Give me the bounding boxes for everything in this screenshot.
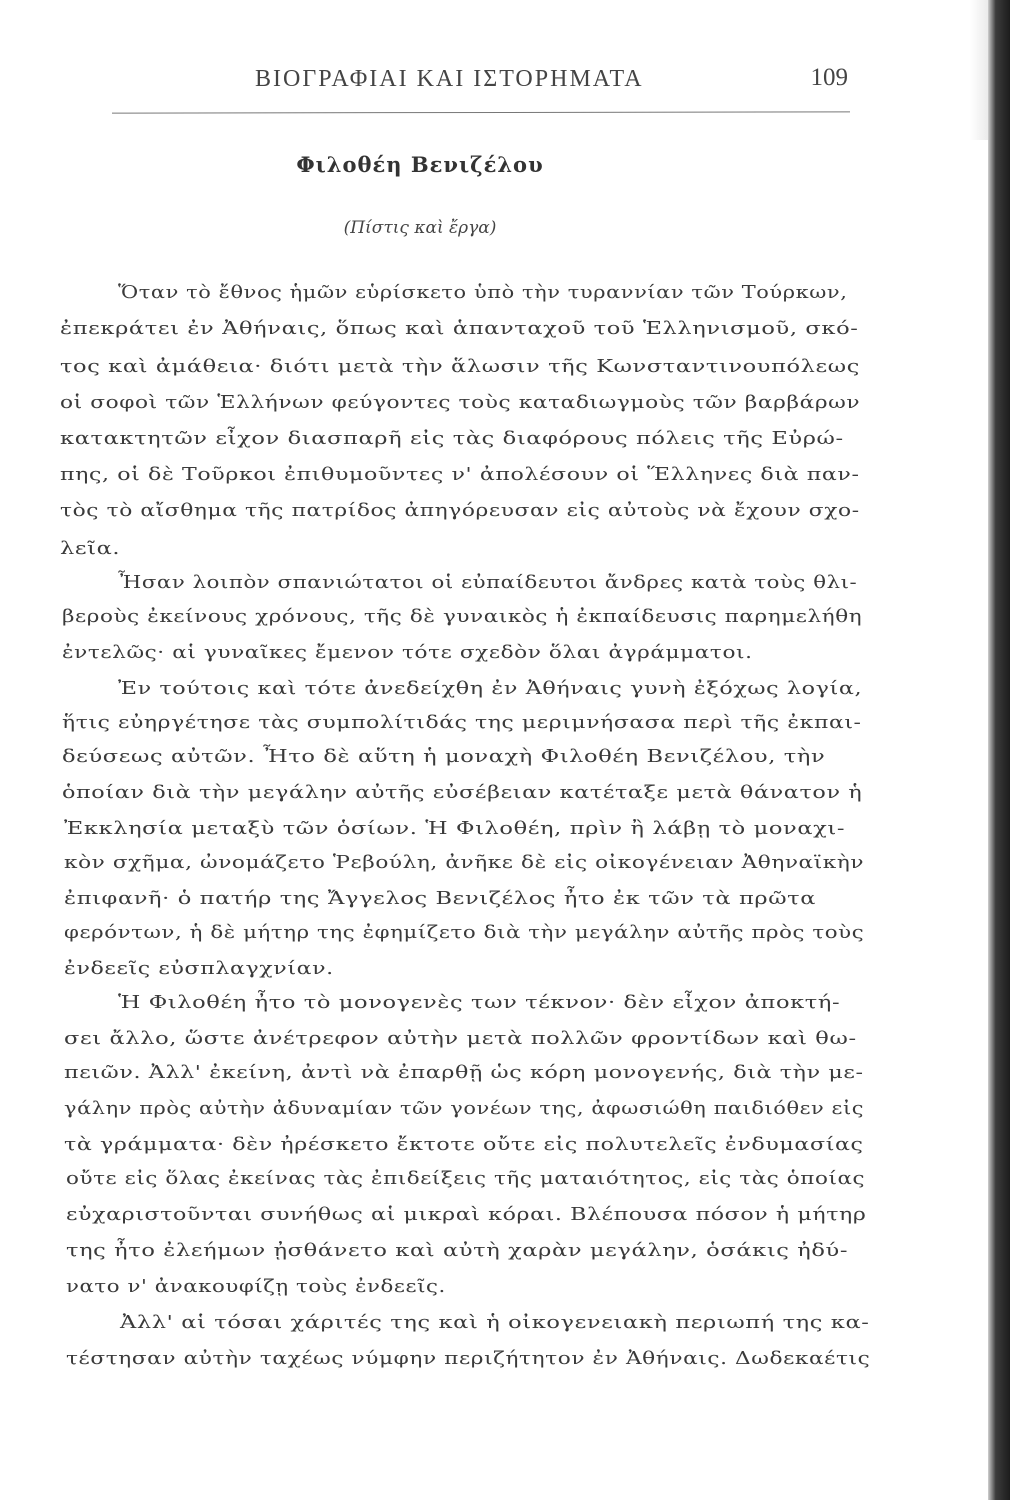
scan-edge bbox=[988, 0, 1010, 1500]
text-line: ἐπεκράτει ἐν Ἀθήναις, ὅπως καὶ ἁπανταχοῦ τοῦ Ἑλληνισμοῦ, σκό- bbox=[60, 318, 859, 339]
text-line: κὸν σχῆμα, ὠνομάζετο Ῥεβούλη, ἀνῆκε δὲ εἰς οἰκογένειαν Ἀθηναϊκὴν bbox=[64, 852, 865, 873]
text-line: σει ἄλλο, ὥστε ἀνέτρεφον αὐτὴν μετὰ πολλῶν φροντίδων καὶ θω- bbox=[64, 1028, 857, 1049]
running-head-title: ΒΙΟΓΡΑΦΙΑΙ ΚΑΙ ΙΣΤΟΡΗΜΑΤΑ bbox=[255, 66, 644, 92]
text-line: εὐχαριστοῦνται συνήθως αἱ μικραὶ κόραι. Βλέπουσα πόσον ἡ μήτηρ bbox=[66, 1204, 867, 1225]
text-line: πης, οἱ δὲ Τοῦρκοι ἐπιθυμοῦντες ν' ἀπολέσουν οἱ Ἕλληνες διὰ παν- bbox=[60, 464, 860, 485]
text-line: τος καὶ ἀμάθεια· διότι μετὰ τὴν ἅλωσιν τῆς Κωνσταντινουπόλεως bbox=[60, 356, 860, 377]
text-line: ἐντελῶς· αἱ γυναῖκες ἔμενον τότε σχεδὸν ὅλαι ἀγράμματοι. bbox=[62, 642, 753, 663]
text-line: ἐπιφανῆ· ὁ πατήρ της Ἄγγελος Βενιζέλος ἦτο ἐκ τῶν τὰ πρῶτα bbox=[64, 888, 817, 909]
header-rule bbox=[112, 111, 850, 113]
article-title: Φιλοθέη Βενιζέλου bbox=[296, 152, 544, 177]
text-line: φερόντων, ἡ δὲ μήτηρ της ἐφημίζετο διὰ τὴν μεγάλην αὐτῆς πρὸς τοὺς bbox=[64, 922, 865, 943]
text-line: λεῖα. bbox=[60, 538, 121, 559]
text-line: ἐνδεεῖς εὐσπλαγχνίαν. bbox=[64, 958, 334, 979]
text-line: τὰ γράμματα· δὲν ἠρέσκετο ἔκτοτε οὔτε εἰς πολυτελεῖς ἐνδυμασίας bbox=[64, 1134, 864, 1155]
text-line: γάλην πρὸς αὐτὴν ἀδυναμίαν τῶν γονέων της, ἀφωσιώθη παιδιόθεν εἰς bbox=[64, 1098, 865, 1119]
text-line: τέστησαν αὐτὴν ταχέως νύμφην περιζήτητον ἐν Ἀθήναις. Δωδεκαέτις bbox=[66, 1348, 871, 1369]
text-line: Ἐκκλησία μεταξὺ τῶν ὁσίων. Ἡ Φιλοθέη, πρὶν ἢ λάβῃ τὸ μοναχι- bbox=[64, 818, 846, 839]
page-number: 109 bbox=[810, 64, 848, 91]
text-line: Ἡ Φιλοθέη ἦτο τὸ μονογενὲς των τέκνον· δὲν εἶχον ἀποκτή- bbox=[118, 992, 841, 1013]
text-line: Ἦσαν λοιπὸν σπανιώτατοι οἱ εὐπαίδευτοι ἄνδρες κατὰ τοὺς θλι- bbox=[118, 572, 858, 593]
running-head bbox=[200, 64, 860, 104]
text-line: κατακτητῶν εἶχον διασπαρῆ εἰς τὰς διαφόρους πόλεις τῆς Εὐρώ- bbox=[60, 428, 844, 449]
text-line: βεροὺς ἐκείνους χρόνους, τῆς δὲ γυναικὸς ἡ ἐκπαίδευσις παρημελήθη bbox=[62, 606, 863, 627]
text-line: Ἀλλ' αἱ τόσαι χάριτές της καὶ ἡ οἰκογενειακὴ περιωπή της κα- bbox=[120, 1312, 870, 1333]
text-line: πειῶν. Ἀλλ' ἐκείνη, ἀντὶ νὰ ἐπαρθῇ ὡς κόρη μονογενής, διὰ τὴν με- bbox=[64, 1062, 864, 1083]
text-line: οὔτε εἰς ὅλας ἐκείνας τὰς ἐπιδείξεις τῆς ματαιότητος, εἰς τὰς ὁποίας bbox=[66, 1168, 866, 1189]
article-subtitle: (Πίστις καὶ ἔργα) bbox=[343, 218, 497, 238]
text-line: νατο ν' ἀνακουφίζῃ τοὺς ἐνδεεῖς. bbox=[66, 1276, 446, 1297]
text-line: της ἦτο ἐλεήμων ᾐσθάνετο καὶ αὐτὴ χαρὰν μεγάλην, ὁσάκις ἠδύ- bbox=[66, 1240, 849, 1261]
text-line: ἥτις εὐηργέτησε τὰς συμπολίτιδάς της μεριμνήσασα περὶ τῆς ἐκπαι- bbox=[62, 712, 862, 733]
text-line: ὁποίαν διὰ τὴν μεγάλην αὐτῆς εὐσέβειαν κατέταξε μετὰ θάνατον ἡ bbox=[62, 782, 863, 803]
text-line: Ὅταν τὸ ἔθνος ἡμῶν εὑρίσκετο ὑπὸ τὴν τυραννίαν τῶν Τούρκων, bbox=[118, 282, 848, 303]
text-line: τὸς τὸ αἴσθημα τῆς πατρίδος ἀπηγόρευσαν εἰς αὐτοὺς νὰ ἔχουν σχο- bbox=[60, 500, 860, 521]
text-line: Ἐν τούτοις καὶ τότε ἀνεδείχθη ἐν Ἀθήναις γυνὴ ἐξόχως λογία, bbox=[118, 678, 863, 699]
text-line: οἱ σοφοὶ τῶν Ἑλλήνων φεύγοντες τοὺς καταδιωγμοὺς τῶν βαρβάρων bbox=[60, 392, 861, 413]
text-line: δεύσεως αὐτῶν. Ἦτο δὲ αὕτη ἡ μοναχὴ Φιλοθέη Βενιζέλου, τὴν bbox=[62, 746, 826, 767]
